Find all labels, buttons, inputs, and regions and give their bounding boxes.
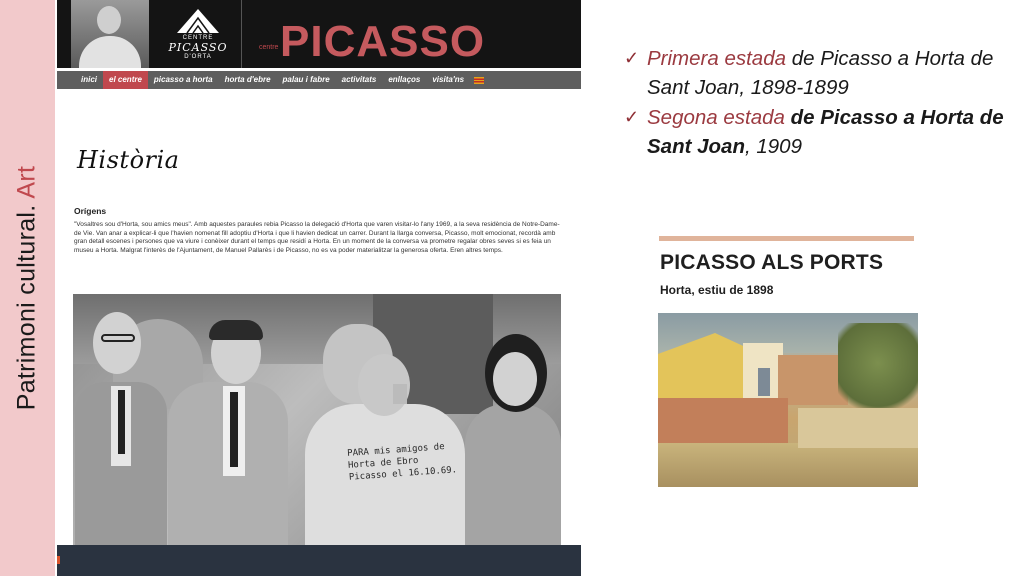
checkmark-icon: ✓: [624, 107, 640, 127]
side-banner-accent: Art: [12, 165, 41, 199]
website-nav: [57, 71, 581, 89]
side-banner-text: [13, 166, 42, 411]
bullet-text: de Picasso a Horta de Sant Joan: [647, 106, 1004, 158]
logo-line1: CENTRE: [182, 35, 214, 41]
footer-marker: [57, 556, 60, 564]
photo-inscription: PARA mis amigos de Horta de Ebro Picasso el 16.10.69.: [346, 442, 458, 483]
logo-place: D'ORTA: [184, 54, 212, 60]
card-accent-bar: [659, 236, 914, 241]
card-subtitle: Horta, estiu de 1898: [660, 283, 774, 297]
centre-label: centre: [259, 44, 279, 51]
historic-photo: [73, 294, 561, 545]
nav-item-inici[interactable]: inici: [81, 75, 98, 84]
header-divider: [241, 0, 242, 68]
website-screenshot: [57, 0, 581, 576]
nav-item-picasso-a-horta[interactable]: picasso a horta: [153, 75, 213, 84]
site-title: PICASSO: [280, 17, 486, 66]
bullet-highlight: Segona estada: [647, 106, 785, 129]
side-banner-main: Patrimoni cultural.: [12, 204, 41, 411]
checkmark-icon: ✓: [624, 48, 640, 68]
section-title: Història: [77, 146, 180, 174]
painting-image: [658, 313, 918, 487]
nav-item-palau-i-fabre[interactable]: palau i fabre: [282, 75, 330, 84]
bullet-list: [624, 44, 1014, 162]
website-header: [57, 0, 581, 68]
subsection-title: Orígens: [74, 206, 107, 216]
picasso-portrait: [71, 0, 149, 68]
nav-item-enllacos[interactable]: enllaços: [388, 75, 421, 84]
bullet-highlight: Primera estada: [647, 47, 787, 70]
bullet-dates: , 1909: [744, 135, 802, 158]
nav-item-activitats[interactable]: activitats: [341, 75, 377, 84]
nav-item-el-centre[interactable]: el centre: [103, 71, 148, 89]
side-banner: [0, 0, 55, 576]
bullet-primera-estada: [624, 44, 1014, 102]
history-paragraph: "Vosaltres sou d'Horta, sou amics meus". Amb aquestes paraules rebia Picasso la delegació d'Horta que varen visitar-lo l'any 1969, a la seva residència de Notre-Dame-de Vie. Van anar a explicar-li que l'havien nomenat fill adoptiu d'Horta i que li havien dedicat un carrer. Durant la llarga conversa, Picasso, molt emocionat, recordà amb gran detall escenes i persones que va viure i conèixer durant el temps que residí a Horta. En un moment de la conversa va prometre regalar obres seves si es feia un museu a Horta. Malgrat l'interès de l'Ajuntament, de Manuel Pallarès i de Picasso, no es va poder materialitzar la generosa oferta. Eren altres temps.: [74, 221, 560, 255]
mountain-logo-icon: [176, 8, 220, 34]
bullet-dates: 1898-1899: [750, 76, 849, 99]
card-title: PICASSO ALS PORTS: [660, 251, 884, 274]
nav-item-visitans[interactable]: visita'ns: [432, 75, 465, 84]
bullet-text: de Picasso a Horta de Sant Joan,: [647, 47, 994, 99]
centre-picasso-logo[interactable]: [157, 6, 239, 66]
nav-item-horta-debre[interactable]: horta d'ebre: [224, 75, 271, 84]
language-flag-icon[interactable]: [474, 77, 484, 84]
bullet-segona-estada: [624, 103, 1014, 161]
logo-name: PICASSO: [168, 41, 228, 54]
website-footer-strip: [57, 545, 581, 576]
